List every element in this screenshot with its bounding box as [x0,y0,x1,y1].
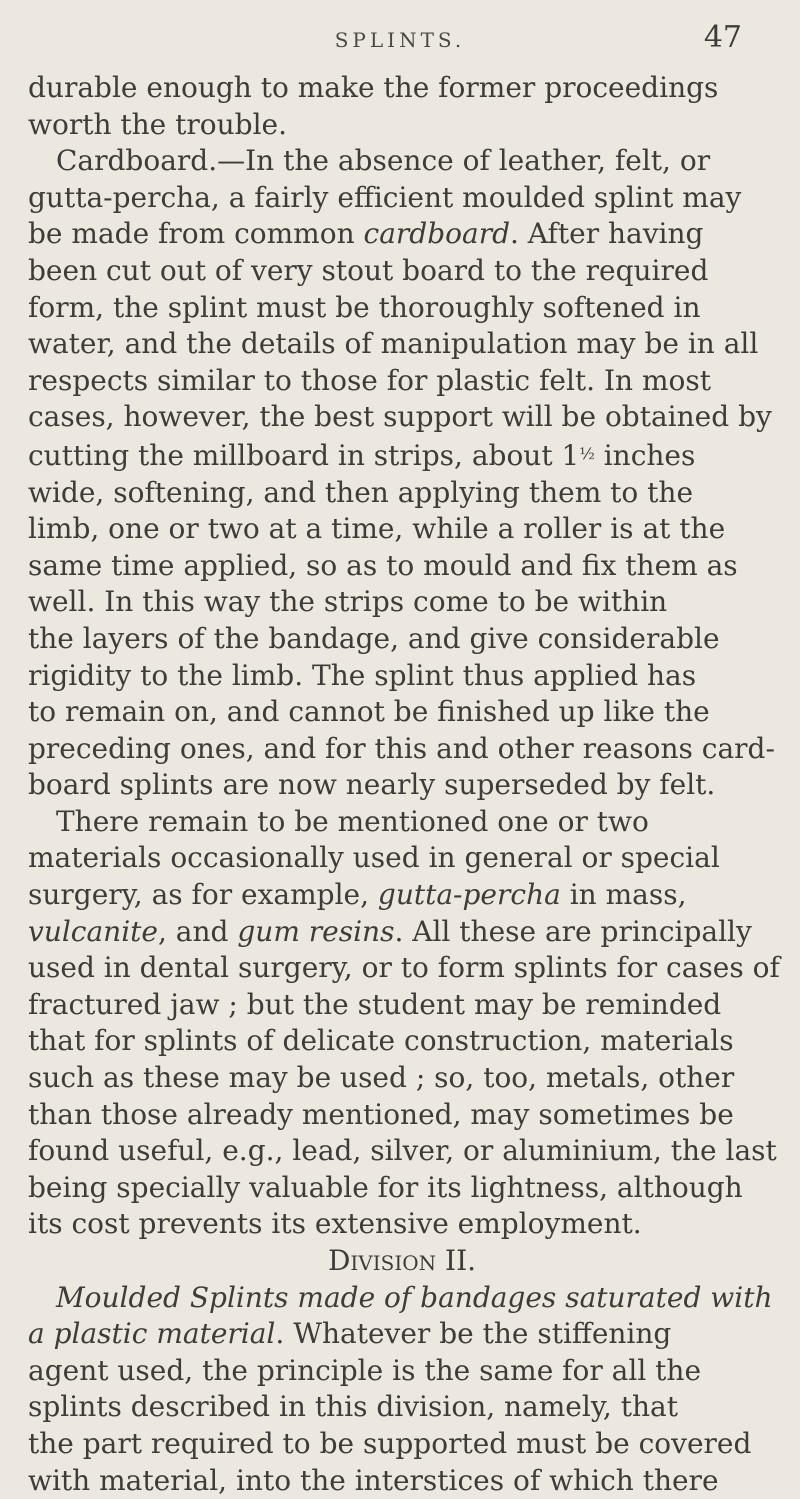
text-line: than those already mentioned, may sometimes be [28,1097,734,1131]
text-line [28,143,776,180]
italic-term: vulcanite [28,914,158,948]
text-line: rigidity to the limb. The splint thus applied has [28,658,697,692]
text-line: respects similar to those for plastic felt. In most [28,363,711,397]
text-line: being specially valuable for its lightness, although [28,1170,743,1204]
fraction: ½ [579,443,595,463]
text-line: with material, into the interstices of which there [28,1463,719,1497]
page-number: 47 [703,20,742,55]
text-line: fractured jaw ; but the student may be reminded [28,987,722,1021]
text-line: water, and the details of manipulation may be in all [28,327,759,361]
italic-heading: Moulded Splints made of bandages saturated with [56,1280,773,1314]
text-line: limb, one or two at a time, while a roller is at the [28,512,726,546]
text-run: be made from common [28,217,364,251]
text-line: been cut out of very stout board to the required [28,253,709,287]
text-run: —In the absence of leather, felt, or [217,144,711,178]
text-line: such as these may be used ; so, too, metals, other [28,1061,735,1095]
text-line: its cost prevents its extensive employment. [28,1207,642,1241]
text-line: that for splints of delicate construction, materials [28,1024,734,1058]
running-head [0,18,800,58]
text-line: well. In this way the strips come to be within [28,585,668,619]
text-run: cutting the millboard in strips, about 1 [28,438,580,472]
text-line: materials occasionally used in general or special [28,841,720,875]
text-line [28,1316,776,1353]
text-line: gutta-percha, a fairly efficient moulded splint may [28,180,742,214]
running-title: SPLINTS. [334,28,466,52]
text-line: the layers of the bandage, and give considerable [28,621,720,655]
body-text [28,70,780,1499]
text-line: same time applied, so as to mould and fix them as [28,548,738,582]
text-line [28,1280,776,1317]
italic-term: cardboard [363,217,510,251]
text-line: to remain on, and cannot be finished up like the [28,695,710,729]
text-line: board splints are now nearly superseded by felt. [28,768,716,802]
text-line: agent used, the principle is the same for all the [28,1353,702,1387]
text-line: splints described in this division, namely, that [28,1390,678,1424]
text-run: surgery, as for example, [28,878,378,912]
text-line: worth the trouble. [28,107,288,141]
text-line [28,436,776,475]
text-line: wide, softening, and then applying them to the [28,475,694,509]
section-heading-cardboard: Cardboard. [56,144,218,178]
division-heading: Division II. [327,1244,477,1277]
text-line: durable enough to make the former proceedings [28,71,719,104]
text-line: the part required to be supported must be covered [28,1426,752,1460]
text-line: There remain to be mentioned one or two [56,804,649,838]
text-line [28,216,776,253]
italic-term: gum resins [237,914,395,948]
italic-heading: a plastic material [28,1317,276,1351]
text-run: . After having [510,217,704,251]
text-line: preceding ones, and for this and other reasons card- [28,731,775,765]
text-line: cases, however, the best support will be obtained by [28,400,772,434]
text-line: used in dental surgery, or to form splints for cases of [28,951,780,985]
text-run: in mass, [560,878,687,912]
text-run: , and [158,914,238,948]
text-line [28,877,776,914]
italic-term: gutta-percha [377,878,561,912]
text-run: . Whatever be the stiffening [275,1317,672,1351]
text-line [28,914,776,951]
text-line: form, the splint must be thoroughly softened in [28,290,701,324]
text-line: found useful, e.g., lead, silver, or aluminium, the last [28,1134,777,1168]
text-run: inches [594,438,696,472]
text-run: . All these are principally [394,914,752,948]
